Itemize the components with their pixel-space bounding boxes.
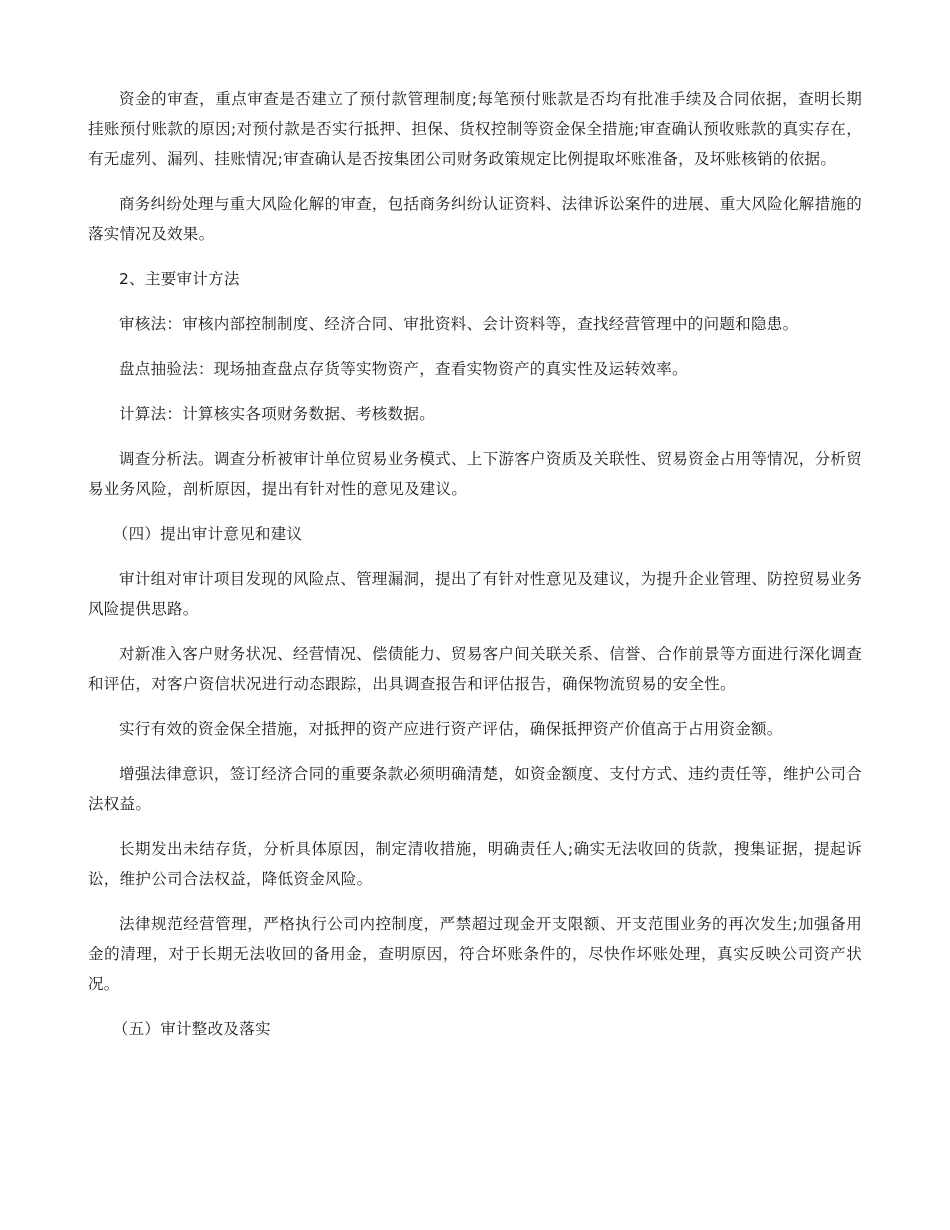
heading-main-audit-methods: 2、主要审计方法 [119,270,240,288]
paragraph-method-analysis: 调查分析法。调查分析被审计单位贸易业务模式、上下游客户资质及关联性、贸易资金占用等情况，分析贸易业务风险，剖析原因，提出有针对性的意见及建议。 [88,450,862,498]
paragraph-fund-protection: 实行有效的资金保全措施，对抵押的资产应进行资产评估，确保抵押资产价值高于占用资金额。 [119,720,783,738]
paragraph-legal-awareness: 增强法律意识，签订经济合同的重要条款必须明确清楚，如资金额度、支付方式、违约责任等，维护公司合法权益。 [88,765,862,813]
paragraph-opinions-intro: 审计组对审计项目发现的风险点、管理漏洞，提出了有针对性意见及建议，为提升企业管理、防控贸易业务风险提供思路。 [88,570,862,618]
paragraph-customer-evaluation: 对新准入客户财务状况、经营情况、偿债能力、贸易客户间关联关系、信誉、合作前景等方面进行深化调查和评估，对客户资信状况进行动态跟踪，出具调查报告和评估报告，确保物流贸易的安全性。 [88,645,862,693]
heading-audit-opinions: （四）提出审计意见和建议 [112,525,303,543]
heading-audit-rectification: （五）审计整改及落实 [112,1020,271,1038]
document-body [88,84,862,1059]
paragraph-method-inventory: 盘点抽验法：现场抽查盘点存货等实物资产，查看实物资产的真实性及运转效率。 [119,360,688,378]
paragraph-inventory-recovery: 长期发出未结存货，分析具体原因，制定清收措施，明确责任人;确实无法收回的货款，搜集证据，提起诉讼，维护公司合法权益，降低资金风险。 [88,840,862,888]
paragraph-dispute-review: 商务纠纷处理与重大风险化解的审查，包括商务纠纷认证资料、法律诉讼案件的进展、重大风险化解措施的落实情况及效果。 [88,195,862,243]
paragraph-method-review: 审核法：审核内部控制制度、经济合同、审批资料、会计资料等，查找经营管理中的问题和隐患。 [119,315,799,333]
paragraph-fund-review: 资金的审查，重点审查是否建立了预付款管理制度;每笔预付账款是否均有批准手续及合同依据，查明长期挂账预付账款的原因;对预付款是否实行抵押、担保、货权控制等资金保全措施;审查确认预收账款的真实存在，有无虚列、漏列、挂账情况;审查确认是否按集团公司财务政策规定比例提取坏账准备，及坏账核销的依据。 [88,90,862,168]
paragraph-method-calculation: 计算法：计算核实各项财务数据、考核数据。 [119,405,436,423]
paragraph-regulated-management: 法律规范经营管理，严格执行公司内控制度，严禁超过现金开支限额、开支范围业务的再次发生;加强备用金的清理，对于长期无法收回的备用金，查明原因，符合坏账条件的，尽快作坏账处理，真实反映公司资产状况。 [88,915,862,993]
